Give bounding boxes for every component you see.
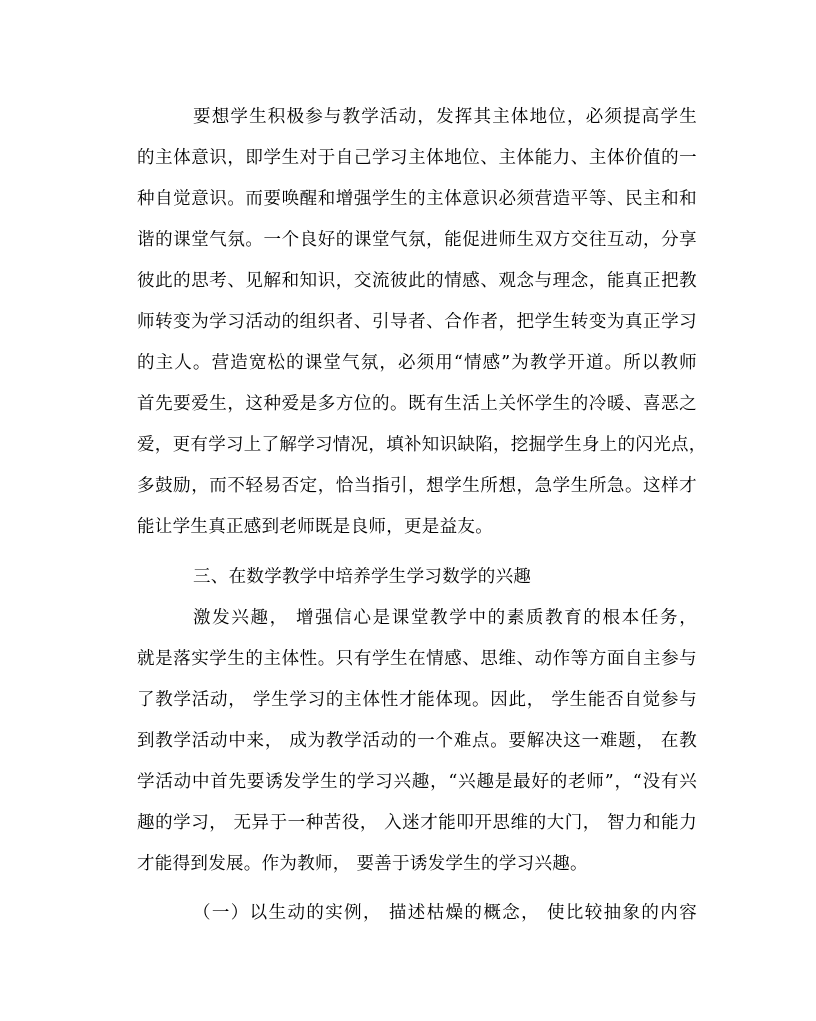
paragraph-line: 才能得到发展。作为教师， 要善于诱发学生的学习兴趣。 (137, 854, 588, 874)
paragraph-line: 激发兴趣， 增强信心是课堂教学中的素质教育的根本任务， (193, 608, 697, 628)
paragraph-line: 的主体意识，即学生对于自己学习主体地位、主体能力、主体价值的一 (137, 148, 697, 168)
paragraph-line: 要想学生积极参与教学活动，发挥其主体地位，必须提高学生 (193, 107, 697, 127)
paragraph-line: 学活动中首先要诱发学生的学习兴趣，“兴趣是最好的老师”，“没有兴 (137, 772, 697, 792)
paragraph-line: 了教学活动， 学生学习的主体性才能体现。因此， 学生能否自觉参与 (137, 690, 697, 710)
paragraph-line: 种自觉意识。而要唤醒和增强学生的主体意识必须营造平等、民主和和 (137, 189, 697, 209)
paragraph-line: 趣的学习， 无异于一种苦役， 入迷才能叩开思维的大门， 智力和能力 (137, 813, 697, 833)
paragraph-line: 谐的课堂气氛。一个良好的课堂气氛，能促进师生双方交往互动，分享 (137, 230, 697, 250)
section-heading: 三、在数学教学中培养学生学习数学的兴趣 (193, 567, 532, 587)
paragraph-line: 的主人。营造宽松的课堂气氛，必须用“情感”为教学开道。所以教师 (137, 353, 697, 373)
paragraph-line: 到教学活动中来， 成为教学活动的一个难点。要解决这一难题， 在教 (137, 731, 697, 751)
paragraph-line: 彼此的思考、见解和知识，交流彼此的情感、观念与理念，能真正把教 (137, 271, 697, 291)
subsection-heading: （一）以生动的实例， 描述枯燥的概念， 使比较抽象的内容 (193, 903, 697, 923)
paragraph-line: 就是落实学生的主体性。只有学生在情感、思维、动作等方面自主参与 (137, 649, 697, 669)
paragraph-line: 爱，更有学习上了解学习情况，填补知识缺陷，挖掘学生身上的闪光点， (137, 435, 707, 455)
paragraph-line: 能让学生真正感到老师既是良师，更是益友。 (137, 517, 493, 537)
paragraph-line: 多鼓励，而不轻易否定，恰当指引，想学生所想，急学生所急。这样才 (137, 476, 697, 496)
paragraph-line: 师转变为学习活动的组织者、引导者、合作者，把学生转变为真正学习 (137, 312, 697, 332)
paragraph-line: 首先要爱生，这种爱是多方位的。既有生活上关怀学生的冷暖、喜恶之 (137, 394, 697, 414)
